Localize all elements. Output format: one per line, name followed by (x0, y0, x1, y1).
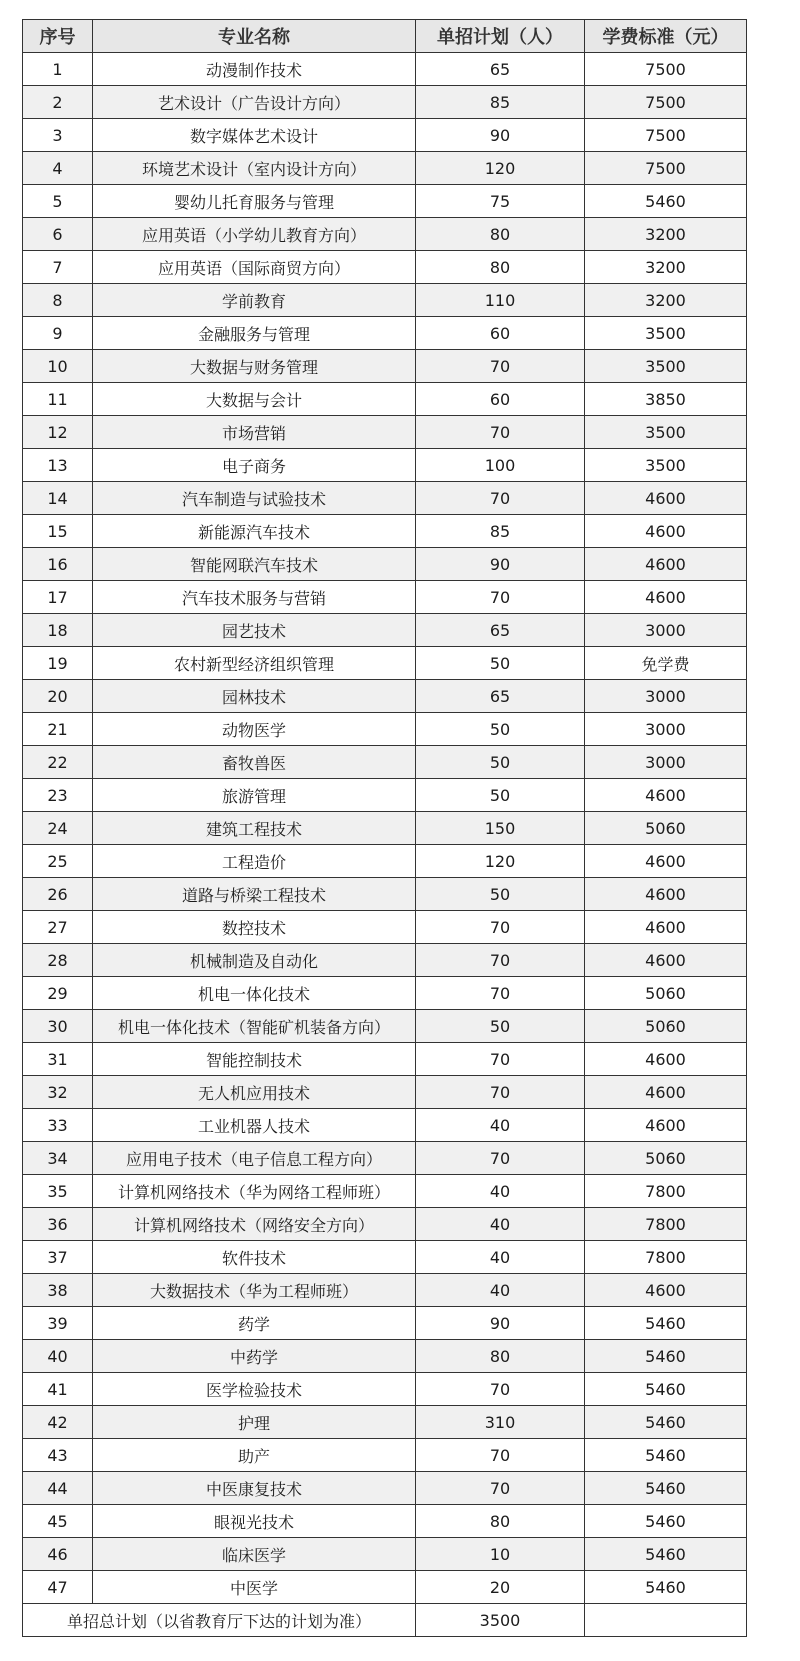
row-tuition: 3000 (585, 713, 747, 746)
row-tuition: 5460 (585, 1340, 747, 1373)
table-row (23, 746, 747, 779)
row-major-name: 机械制造及自动化 (93, 944, 416, 977)
row-major-name: 计算机网络技术（华为网络工程师班） (93, 1175, 416, 1208)
table-row (23, 218, 747, 251)
row-major-name: 无人机应用技术 (93, 1076, 416, 1109)
row-index: 23 (23, 779, 93, 812)
row-index: 29 (23, 977, 93, 1010)
row-tuition: 5460 (585, 1406, 747, 1439)
row-tuition: 3200 (585, 284, 747, 317)
row-enrollment: 110 (416, 284, 585, 317)
row-tuition: 7500 (585, 119, 747, 152)
row-enrollment: 80 (416, 1505, 585, 1538)
row-major-name: 眼视光技术 (93, 1505, 416, 1538)
row-index: 38 (23, 1274, 93, 1307)
table-row (23, 1142, 747, 1175)
row-enrollment: 70 (416, 416, 585, 449)
row-tuition: 4600 (585, 581, 747, 614)
row-index: 8 (23, 284, 93, 317)
table-row (23, 1241, 747, 1274)
total-fee (585, 1604, 747, 1637)
table-row (23, 1109, 747, 1142)
row-enrollment: 310 (416, 1406, 585, 1439)
row-index: 27 (23, 911, 93, 944)
row-major-name: 应用英语（小学幼儿教育方向） (93, 218, 416, 251)
table-row (23, 845, 747, 878)
row-major-name: 应用英语（国际商贸方向） (93, 251, 416, 284)
row-major-name: 数控技术 (93, 911, 416, 944)
row-major-name: 学前教育 (93, 284, 416, 317)
row-index: 17 (23, 581, 93, 614)
row-major-name: 园艺技术 (93, 614, 416, 647)
table-row (23, 1538, 747, 1571)
row-enrollment: 85 (416, 86, 585, 119)
row-enrollment: 40 (416, 1175, 585, 1208)
header-tuition: 学费标准（元） (585, 20, 747, 53)
row-tuition: 7500 (585, 152, 747, 185)
row-index: 24 (23, 812, 93, 845)
row-tuition: 5060 (585, 1010, 747, 1043)
row-major-name: 道路与桥梁工程技术 (93, 878, 416, 911)
row-index: 1 (23, 53, 93, 86)
row-major-name: 数字媒体艺术设计 (93, 119, 416, 152)
enrollment-plan-table (22, 19, 747, 1637)
row-tuition: 3500 (585, 317, 747, 350)
row-index: 35 (23, 1175, 93, 1208)
row-tuition: 4600 (585, 1274, 747, 1307)
row-major-name: 助产 (93, 1439, 416, 1472)
row-index: 39 (23, 1307, 93, 1340)
row-enrollment: 75 (416, 185, 585, 218)
table-row (23, 614, 747, 647)
total-enrollment: 3500 (416, 1604, 585, 1637)
table-row (23, 515, 747, 548)
row-enrollment: 100 (416, 449, 585, 482)
table-row (23, 317, 747, 350)
row-index: 25 (23, 845, 93, 878)
row-enrollment: 120 (416, 845, 585, 878)
row-index: 31 (23, 1043, 93, 1076)
row-major-name: 临床医学 (93, 1538, 416, 1571)
row-major-name: 大数据与财务管理 (93, 350, 416, 383)
row-enrollment: 50 (416, 713, 585, 746)
row-enrollment: 70 (416, 350, 585, 383)
row-index: 14 (23, 482, 93, 515)
row-index: 12 (23, 416, 93, 449)
row-index: 40 (23, 1340, 93, 1373)
row-enrollment: 80 (416, 218, 585, 251)
row-enrollment: 80 (416, 1340, 585, 1373)
row-tuition: 4600 (585, 1076, 747, 1109)
table-row (23, 1373, 747, 1406)
table-row (23, 284, 747, 317)
table-row (23, 251, 747, 284)
row-tuition: 4600 (585, 1109, 747, 1142)
row-enrollment: 70 (416, 1142, 585, 1175)
row-enrollment: 65 (416, 53, 585, 86)
row-enrollment: 40 (416, 1208, 585, 1241)
row-major-name: 动漫制作技术 (93, 53, 416, 86)
row-major-name: 旅游管理 (93, 779, 416, 812)
row-enrollment: 150 (416, 812, 585, 845)
row-tuition: 4600 (585, 548, 747, 581)
row-major-name: 婴幼儿托育服务与管理 (93, 185, 416, 218)
row-index: 37 (23, 1241, 93, 1274)
table-row (23, 482, 747, 515)
table-row (23, 1406, 747, 1439)
row-index: 47 (23, 1571, 93, 1604)
row-major-name: 新能源汽车技术 (93, 515, 416, 548)
row-tuition: 3200 (585, 251, 747, 284)
row-major-name: 医学检验技术 (93, 1373, 416, 1406)
row-enrollment: 60 (416, 317, 585, 350)
row-enrollment: 70 (416, 482, 585, 515)
row-enrollment: 50 (416, 647, 585, 680)
row-major-name: 智能控制技术 (93, 1043, 416, 1076)
row-tuition: 3000 (585, 680, 747, 713)
row-index: 7 (23, 251, 93, 284)
table-row (23, 647, 747, 680)
row-index: 19 (23, 647, 93, 680)
row-index: 20 (23, 680, 93, 713)
table-row (23, 1010, 747, 1043)
row-index: 30 (23, 1010, 93, 1043)
table-row (23, 548, 747, 581)
row-tuition: 3500 (585, 416, 747, 449)
row-tuition: 5460 (585, 1439, 747, 1472)
row-tuition: 免学费 (585, 647, 747, 680)
row-tuition: 4600 (585, 1043, 747, 1076)
row-major-name: 软件技术 (93, 1241, 416, 1274)
row-tuition: 3000 (585, 614, 747, 647)
row-index: 15 (23, 515, 93, 548)
row-major-name: 机电一体化技术（智能矿机装备方向） (93, 1010, 416, 1043)
table-row (23, 119, 747, 152)
row-tuition: 4600 (585, 878, 747, 911)
row-major-name: 中药学 (93, 1340, 416, 1373)
table-row (23, 812, 747, 845)
table-row (23, 944, 747, 977)
row-tuition: 3200 (585, 218, 747, 251)
total-label: 单招总计划（以省教育厅下达的计划为准） (23, 1604, 416, 1637)
row-index: 11 (23, 383, 93, 416)
row-major-name: 工业机器人技术 (93, 1109, 416, 1142)
row-enrollment: 80 (416, 251, 585, 284)
row-index: 3 (23, 119, 93, 152)
row-enrollment: 40 (416, 1274, 585, 1307)
row-enrollment: 70 (416, 911, 585, 944)
row-index: 28 (23, 944, 93, 977)
table-row (23, 1274, 747, 1307)
table-header-row (23, 20, 747, 53)
row-index: 45 (23, 1505, 93, 1538)
row-enrollment: 70 (416, 1439, 585, 1472)
row-index: 6 (23, 218, 93, 251)
row-index: 2 (23, 86, 93, 119)
row-tuition: 5060 (585, 812, 747, 845)
row-index: 36 (23, 1208, 93, 1241)
row-tuition: 3000 (585, 746, 747, 779)
row-tuition: 5460 (585, 1571, 747, 1604)
row-tuition: 4600 (585, 482, 747, 515)
row-tuition: 7800 (585, 1175, 747, 1208)
row-tuition: 4600 (585, 515, 747, 548)
table-row (23, 1571, 747, 1604)
row-tuition: 5460 (585, 1307, 747, 1340)
row-tuition: 5460 (585, 185, 747, 218)
row-tuition: 5460 (585, 1505, 747, 1538)
row-tuition: 3500 (585, 449, 747, 482)
row-major-name: 智能网联汽车技术 (93, 548, 416, 581)
row-major-name: 金融服务与管理 (93, 317, 416, 350)
row-major-name: 电子商务 (93, 449, 416, 482)
row-major-name: 药学 (93, 1307, 416, 1340)
row-major-name: 农村新型经济组织管理 (93, 647, 416, 680)
table-row (23, 152, 747, 185)
row-index: 41 (23, 1373, 93, 1406)
table-row (23, 350, 747, 383)
row-index: 10 (23, 350, 93, 383)
table-row (23, 449, 747, 482)
row-enrollment: 40 (416, 1109, 585, 1142)
row-enrollment: 70 (416, 1076, 585, 1109)
row-index: 34 (23, 1142, 93, 1175)
row-major-name: 动物医学 (93, 713, 416, 746)
header-major-name: 专业名称 (93, 20, 416, 53)
row-tuition: 5460 (585, 1538, 747, 1571)
row-enrollment: 70 (416, 1373, 585, 1406)
row-index: 16 (23, 548, 93, 581)
row-major-name: 汽车技术服务与营销 (93, 581, 416, 614)
row-major-name: 园林技术 (93, 680, 416, 713)
row-major-name: 中医学 (93, 1571, 416, 1604)
row-tuition: 3850 (585, 383, 747, 416)
table-row (23, 911, 747, 944)
table-body (23, 53, 747, 1604)
row-major-name: 护理 (93, 1406, 416, 1439)
table-row (23, 383, 747, 416)
row-tuition: 5460 (585, 1472, 747, 1505)
row-major-name: 大数据技术（华为工程师班） (93, 1274, 416, 1307)
table-row (23, 581, 747, 614)
row-major-name: 环境艺术设计（室内设计方向） (93, 152, 416, 185)
table-row (23, 680, 747, 713)
row-enrollment: 70 (416, 1472, 585, 1505)
row-enrollment: 60 (416, 383, 585, 416)
row-index: 22 (23, 746, 93, 779)
row-index: 42 (23, 1406, 93, 1439)
row-enrollment: 70 (416, 1043, 585, 1076)
row-tuition: 7500 (585, 53, 747, 86)
row-major-name: 艺术设计（广告设计方向） (93, 86, 416, 119)
row-enrollment: 85 (416, 515, 585, 548)
row-enrollment: 90 (416, 119, 585, 152)
row-index: 9 (23, 317, 93, 350)
row-index: 43 (23, 1439, 93, 1472)
row-tuition: 5460 (585, 1373, 747, 1406)
table-row (23, 878, 747, 911)
row-major-name: 汽车制造与试验技术 (93, 482, 416, 515)
row-enrollment: 50 (416, 878, 585, 911)
row-index: 46 (23, 1538, 93, 1571)
table-row (23, 185, 747, 218)
row-enrollment: 65 (416, 680, 585, 713)
row-tuition: 7800 (585, 1241, 747, 1274)
row-enrollment: 50 (416, 779, 585, 812)
row-major-name: 计算机网络技术（网络安全方向） (93, 1208, 416, 1241)
table-row (23, 779, 747, 812)
row-tuition: 4600 (585, 911, 747, 944)
table-row (23, 1208, 747, 1241)
row-index: 32 (23, 1076, 93, 1109)
row-tuition: 4600 (585, 845, 747, 878)
row-major-name: 畜牧兽医 (93, 746, 416, 779)
header-enrollment-plan: 单招计划（人） (416, 20, 585, 53)
table-row (23, 1076, 747, 1109)
row-enrollment: 70 (416, 581, 585, 614)
table-row (23, 1307, 747, 1340)
table-footer-row (23, 1604, 747, 1637)
table-row (23, 1340, 747, 1373)
row-major-name: 市场营销 (93, 416, 416, 449)
table-row (23, 1505, 747, 1538)
row-enrollment: 10 (416, 1538, 585, 1571)
table-row (23, 86, 747, 119)
row-index: 21 (23, 713, 93, 746)
table-row (23, 1043, 747, 1076)
row-index: 5 (23, 185, 93, 218)
row-major-name: 机电一体化技术 (93, 977, 416, 1010)
row-major-name: 工程造价 (93, 845, 416, 878)
row-index: 44 (23, 1472, 93, 1505)
row-enrollment: 70 (416, 944, 585, 977)
row-index: 4 (23, 152, 93, 185)
enrollment-table-container (22, 19, 747, 1637)
row-enrollment: 50 (416, 1010, 585, 1043)
table-row (23, 416, 747, 449)
table-row (23, 977, 747, 1010)
table-row (23, 1472, 747, 1505)
table-row (23, 1175, 747, 1208)
row-major-name: 中医康复技术 (93, 1472, 416, 1505)
row-tuition: 7500 (585, 86, 747, 119)
row-tuition: 4600 (585, 944, 747, 977)
row-tuition: 3500 (585, 350, 747, 383)
row-enrollment: 40 (416, 1241, 585, 1274)
row-major-name: 应用电子技术（电子信息工程方向） (93, 1142, 416, 1175)
row-index: 13 (23, 449, 93, 482)
row-enrollment: 90 (416, 548, 585, 581)
row-enrollment: 70 (416, 977, 585, 1010)
row-tuition: 4600 (585, 779, 747, 812)
row-tuition: 7800 (585, 1208, 747, 1241)
row-tuition: 5060 (585, 1142, 747, 1175)
row-enrollment: 65 (416, 614, 585, 647)
header-index: 序号 (23, 20, 93, 53)
row-tuition: 5060 (585, 977, 747, 1010)
row-index: 33 (23, 1109, 93, 1142)
table-row (23, 713, 747, 746)
row-index: 26 (23, 878, 93, 911)
table-row (23, 53, 747, 86)
row-major-name: 建筑工程技术 (93, 812, 416, 845)
row-enrollment: 120 (416, 152, 585, 185)
row-major-name: 大数据与会计 (93, 383, 416, 416)
table-row (23, 1439, 747, 1472)
row-enrollment: 20 (416, 1571, 585, 1604)
row-enrollment: 90 (416, 1307, 585, 1340)
row-enrollment: 50 (416, 746, 585, 779)
row-index: 18 (23, 614, 93, 647)
